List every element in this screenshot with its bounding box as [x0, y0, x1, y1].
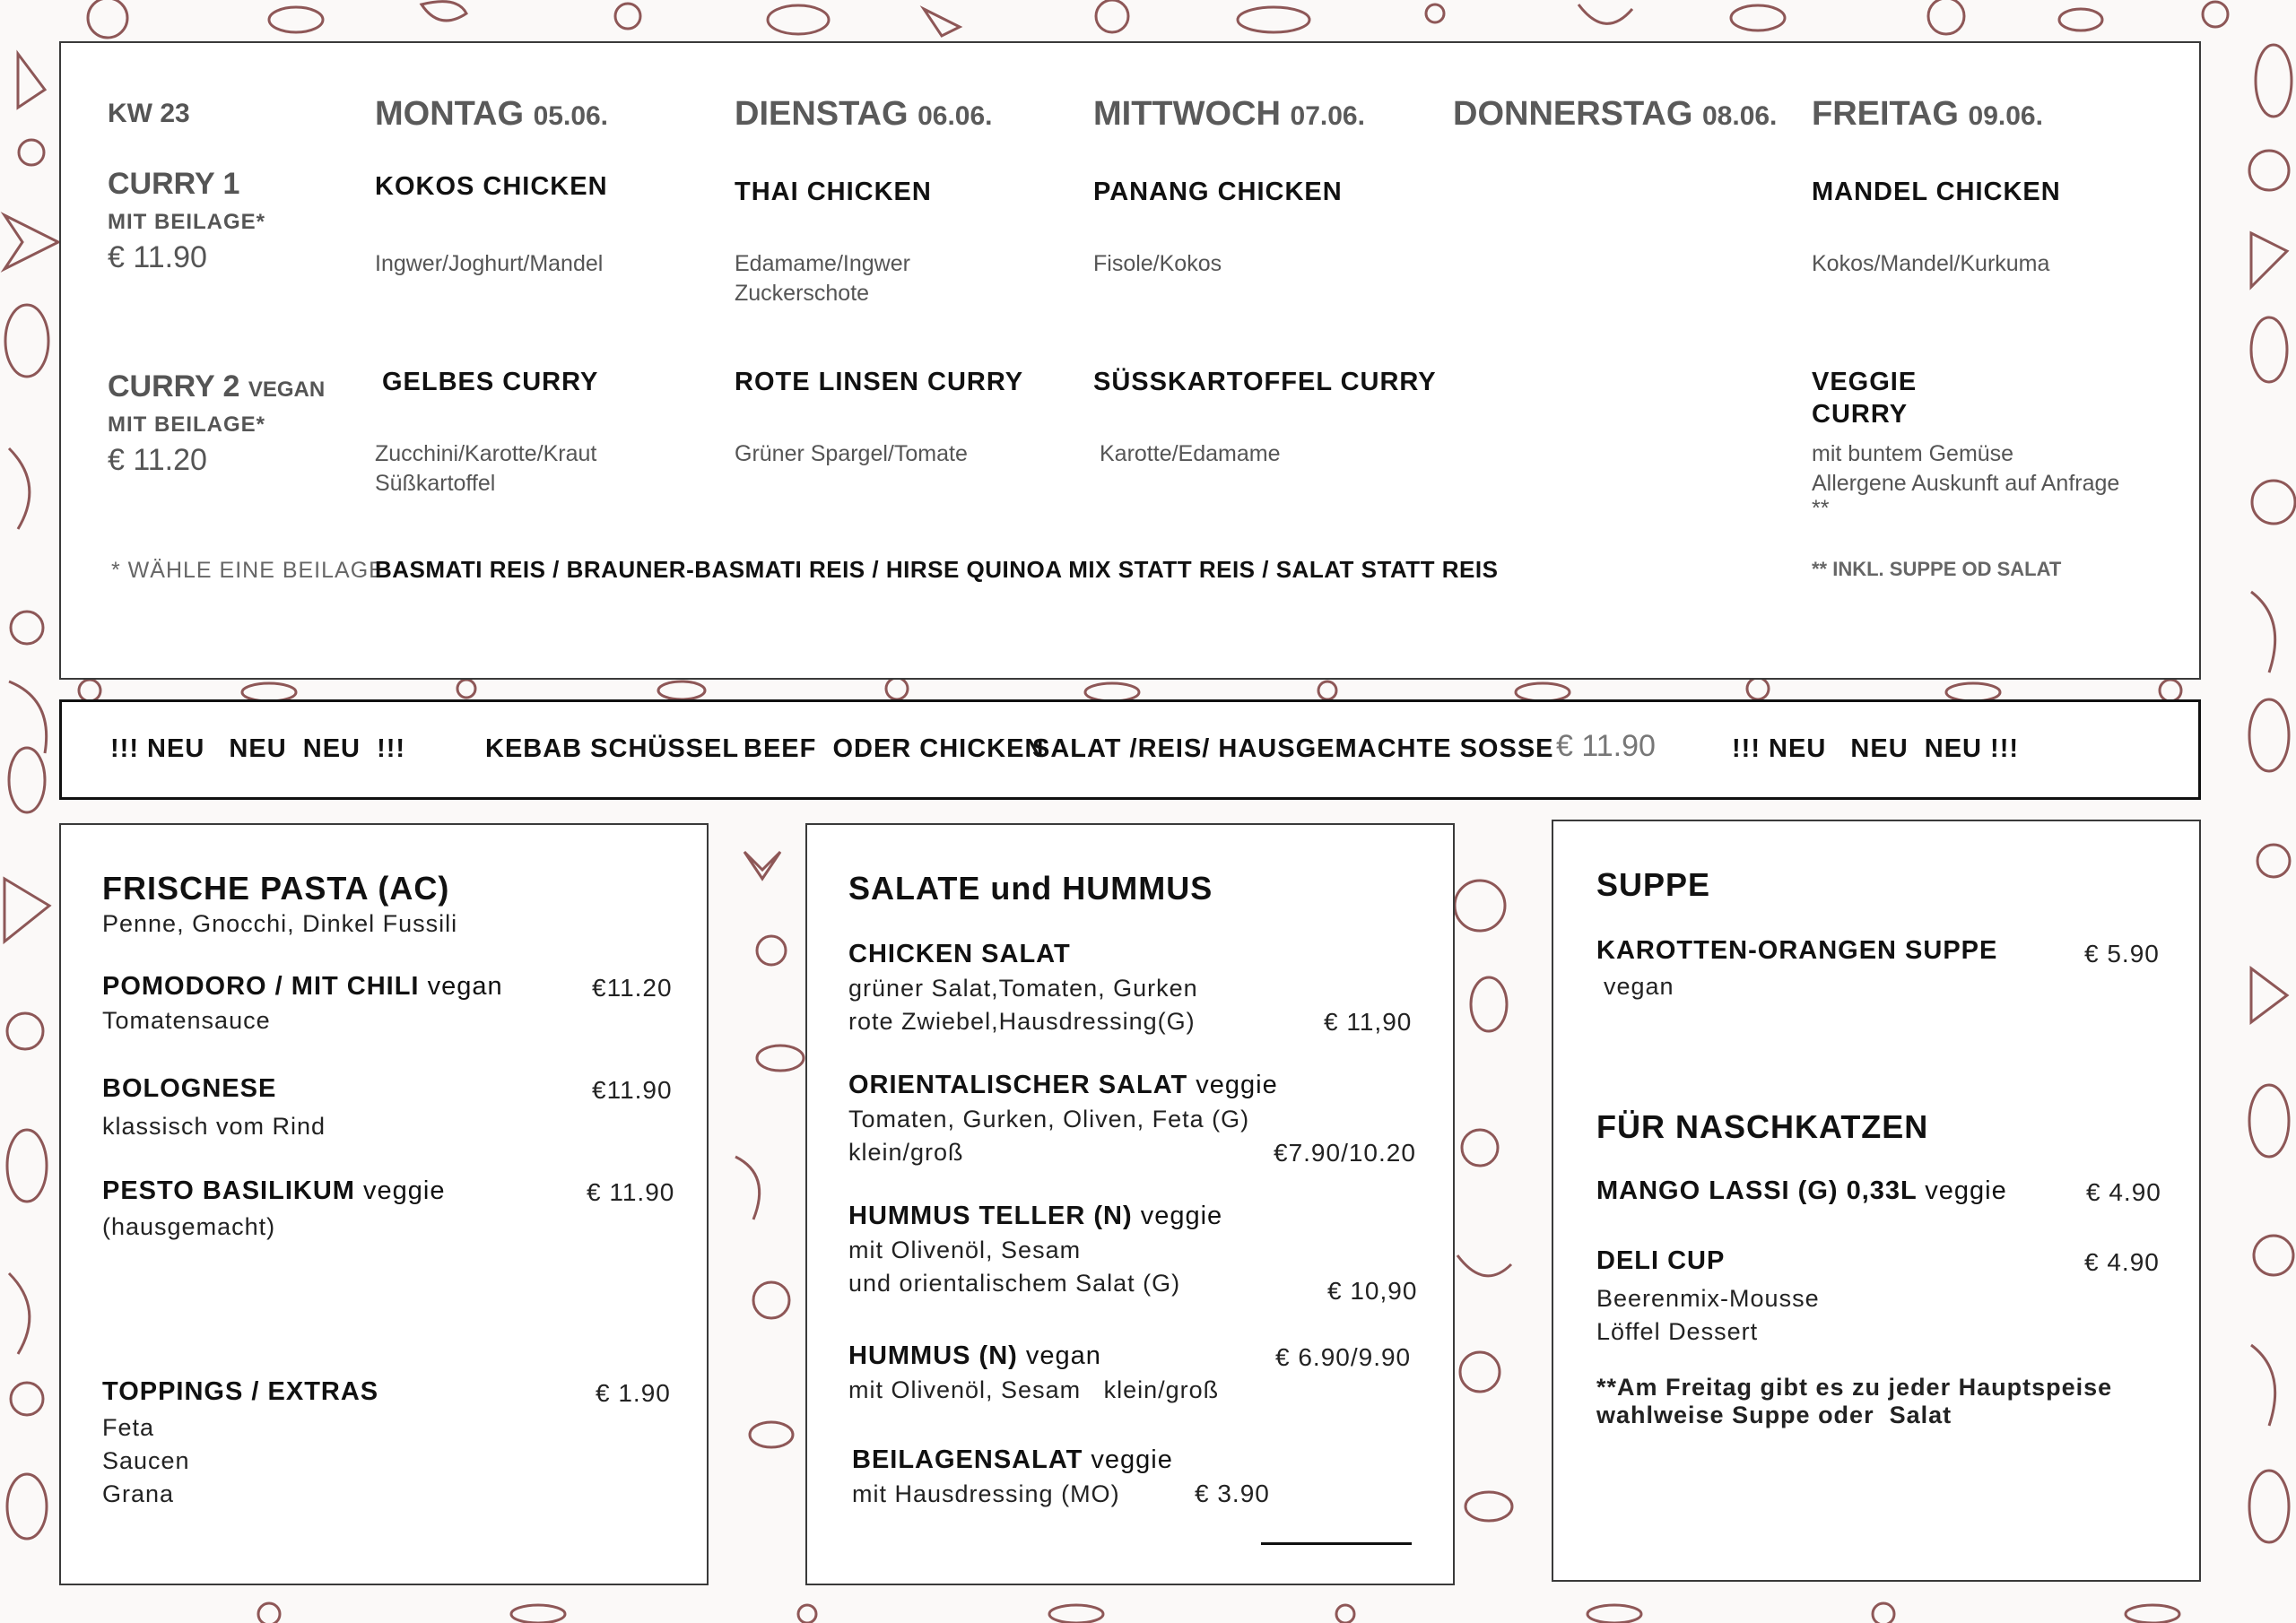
curry2-price: € 11.20	[108, 443, 207, 477]
soup-item-tag: vegan	[1604, 973, 1674, 1000]
salad-desc-chicken-1: grüner Salat,Tomaten, Gurken	[848, 975, 1198, 1002]
day-header-monday	[375, 95, 608, 134]
curry2-friday-dish-line2: CURRY	[1812, 400, 1909, 429]
dessert-title: FÜR NASCHKATZEN	[1596, 1108, 1929, 1145]
banner-option: BEEF ODER CHICKEN	[744, 734, 1045, 763]
curry1-wednesday-desc: Fisole/Kokos	[1093, 251, 1222, 276]
pasta-price-bolognese: €11.90	[592, 1076, 673, 1104]
salad-item-hummus-teller	[848, 1202, 1222, 1231]
soup-item-price: € 5.90	[2084, 940, 2160, 968]
weekly-menu-table	[59, 41, 2201, 680]
curry1-tuesday-dish: THAI CHICKEN	[735, 178, 932, 206]
item-name: HUMMUS (N)	[848, 1341, 1018, 1370]
curry2-wednesday-dish: SÜSSKARTOFFEL CURRY	[1093, 368, 1437, 396]
day-header-thursday	[1453, 95, 1777, 134]
pasta-desc-bolognese: klassisch vom Rind	[102, 1113, 326, 1140]
curry2-name	[108, 369, 325, 404]
curry2-friday-desc2: Allergene Auskunft auf Anfrage	[1812, 471, 2120, 496]
pasta-price-pomodoro: €11.20	[592, 974, 673, 1002]
day-name: FREITAG	[1812, 95, 1959, 133]
curry1-price: € 11.90	[108, 240, 207, 274]
pasta-subtitle: Penne, Gnocchi, Dinkel Fussili	[102, 910, 458, 937]
item-name: POMODORO / MIT CHILI	[102, 972, 420, 1001]
new-dish-banner	[59, 699, 2201, 800]
curry2-monday-dish: GELBES CURRY	[382, 368, 599, 396]
curry1-friday-dish: MANDEL CHICKEN	[1812, 178, 2061, 206]
salad-desc-hummus-1: mit Olivenöl, Sesam klein/groß	[848, 1376, 1220, 1403]
sides-list: BASMATI REIS / BRAUNER-BASMATI REIS / HIRSE QUINOA MIX STATT REIS / SALAT STATT REIS	[375, 556, 1499, 583]
friday-footnote-2: wahlweise Suppe oder Salat	[1596, 1402, 1952, 1428]
curry1-sub: MIT BEILAGE*	[108, 210, 266, 234]
salads-title: SALATE und HUMMUS	[848, 870, 1213, 907]
friday-inclusion-note: ** INKL. SUPPE OD SALAT	[1812, 558, 2062, 580]
dessert-item-mango-lassi	[1596, 1176, 2007, 1206]
curry2-vegan-tag: VEGAN	[248, 378, 326, 402]
pasta-item-bolognese	[102, 1074, 276, 1104]
curry2-title: CURRY 2	[108, 369, 240, 404]
calendar-week-label: KW 23	[108, 99, 190, 128]
pasta-item-pesto	[102, 1176, 445, 1206]
salad-desc-beilagensalat-1: mit Hausdressing (MO)	[852, 1480, 1120, 1507]
item-tag: veggie	[1091, 1445, 1173, 1474]
dessert-price-mango-lassi: € 4.90	[2086, 1178, 2161, 1206]
item-tag: veggie	[1196, 1071, 1278, 1099]
pasta-desc-pomodoro: Tomatensauce	[102, 1007, 271, 1034]
dessert-item-deli-cup: DELI CUP	[1596, 1246, 1726, 1275]
salad-item-beilagensalat	[852, 1445, 1173, 1475]
day-header-wednesday	[1093, 95, 1365, 134]
curry2-friday-desc3: **	[1812, 496, 1830, 521]
curry2-friday-dish: VEGGIE	[1812, 368, 1918, 396]
day-name: DONNERSTAG	[1453, 95, 1693, 133]
day-date: 05.06.	[533, 101, 609, 131]
dessert-desc-deli-cup-2: Löffel Dessert	[1596, 1318, 1759, 1345]
salad-desc-hummus-teller-1: mit Olivenöl, Sesam	[848, 1237, 1082, 1263]
salad-item-hummus	[848, 1341, 1101, 1371]
salad-price-chicken: € 11,90	[1324, 1008, 1413, 1036]
dessert-desc-deli-cup-1: Beerenmix-Mousse	[1596, 1285, 1820, 1312]
item-tag: veggie	[363, 1176, 446, 1205]
salad-price-hummus-teller: € 10,90	[1327, 1277, 1418, 1305]
salad-desc-oriental-1: Tomaten, Gurken, Oliven, Feta (G)	[848, 1106, 1250, 1133]
pasta-item-pomodoro	[102, 972, 503, 1002]
salad-item-oriental	[848, 1071, 1278, 1100]
salad-desc-chicken-2: rote Zwiebel,Hausdressing(G)	[848, 1008, 1196, 1035]
item-name: ORIENTALISCHER SALAT	[848, 1071, 1188, 1099]
day-date: 07.06.	[1290, 101, 1365, 131]
toppings-title: TOPPINGS / EXTRAS	[102, 1377, 379, 1406]
banner-new-right: !!! NEU NEU NEU !!!	[1732, 734, 2020, 763]
salad-price-oriental: €7.90/10.20	[1274, 1139, 1416, 1167]
curry2-friday-desc: mit buntem Gemüse	[1812, 441, 2014, 466]
day-header-friday	[1812, 95, 2043, 134]
dessert-price-deli-cup: € 4.90	[2084, 1248, 2160, 1276]
item-name: MANGO LASSI (G) 0,33L	[1596, 1176, 1918, 1205]
banner-extras: SALAT /REIS/ HAUSGEMACHTE SOSSE	[1032, 734, 1554, 763]
salad-desc-oriental-2: klein/groß	[848, 1139, 964, 1166]
item-tag: veggie	[1140, 1202, 1223, 1230]
curry2-monday-desc: Zucchini/Karotte/Kraut	[375, 441, 597, 466]
soup-title: SUPPE	[1596, 866, 1711, 903]
curry2-tuesday-desc: Grüner Spargel/Tomate	[735, 441, 968, 466]
item-name: HUMMUS TELLER (N)	[848, 1202, 1133, 1230]
item-name: PESTO BASILIKUM	[102, 1176, 355, 1205]
salad-desc-hummus-teller-2: und orientalischem Salat (G)	[848, 1270, 1181, 1297]
curry2-wednesday-desc: Karotte/Edamame	[1100, 441, 1281, 466]
pasta-price-pesto: € 11.90	[587, 1178, 675, 1206]
curry1-tuesday-desc: Edamame/Ingwer	[735, 251, 910, 276]
item-tag: vegan	[1025, 1341, 1101, 1370]
banner-price: € 11.90	[1556, 729, 1656, 763]
curry2-sub: MIT BEILAGE*	[108, 412, 266, 437]
pasta-desc-pesto: (hausgemacht)	[102, 1213, 276, 1240]
topping-feta: Feta	[102, 1414, 155, 1441]
day-date: 08.06.	[1701, 101, 1778, 131]
day-date: 09.06.	[1968, 101, 2043, 131]
item-name: BEILAGENSALAT	[852, 1445, 1083, 1474]
sides-note: * WÄHLE EINE BEILAGE	[111, 558, 385, 583]
item-tag: veggie	[1925, 1176, 2007, 1205]
salad-price-hummus: € 6.90/9.90	[1275, 1343, 1412, 1371]
pasta-title: FRISCHE PASTA (AC)	[102, 870, 450, 907]
decorative-underline	[1261, 1542, 1412, 1545]
banner-dish: KEBAB SCHÜSSEL	[485, 734, 740, 763]
curry1-monday-dish: KOKOS CHICKEN	[375, 172, 608, 201]
day-header-tuesday	[735, 95, 993, 134]
curry1-friday-desc: Kokos/Mandel/Kurkuma	[1812, 251, 2050, 276]
curry1-name: CURRY 1	[108, 167, 240, 201]
friday-footnote-1: **Am Freitag gibt es zu jeder Hauptspeise	[1596, 1374, 2113, 1401]
topping-grana: Grana	[102, 1480, 175, 1507]
day-name: MITTWOCH	[1093, 95, 1281, 133]
curry2-monday-desc2: Süßkartoffel	[375, 471, 496, 496]
toppings-price: € 1.90	[596, 1379, 671, 1407]
pasta-section	[59, 823, 709, 1585]
soup-dessert-section	[1552, 820, 2201, 1582]
salad-price-beilagensalat: € 3.90	[1195, 1480, 1270, 1507]
day-date: 06.06.	[918, 101, 993, 131]
item-tag: vegan	[427, 972, 503, 1001]
curry2-tuesday-dish: ROTE LINSEN CURRY	[735, 368, 1024, 396]
curry1-tuesday-desc2: Zuckerschote	[735, 281, 870, 306]
day-name: MONTAG	[375, 95, 525, 133]
banner-new-left: !!! NEU NEU NEU !!!	[110, 734, 406, 763]
curry1-monday-desc: Ingwer/Joghurt/Mandel	[375, 251, 604, 276]
day-name: DIENSTAG	[735, 95, 909, 133]
item-name: BOLOGNESE	[102, 1074, 277, 1103]
salad-item-chicken: CHICKEN SALAT	[848, 940, 1071, 968]
soup-item-name: KAROTTEN-ORANGEN SUPPE	[1596, 936, 1998, 965]
topping-saucen: Saucen	[102, 1447, 190, 1474]
salads-section	[805, 823, 1455, 1585]
curry1-wednesday-dish: PANANG CHICKEN	[1093, 178, 1343, 206]
